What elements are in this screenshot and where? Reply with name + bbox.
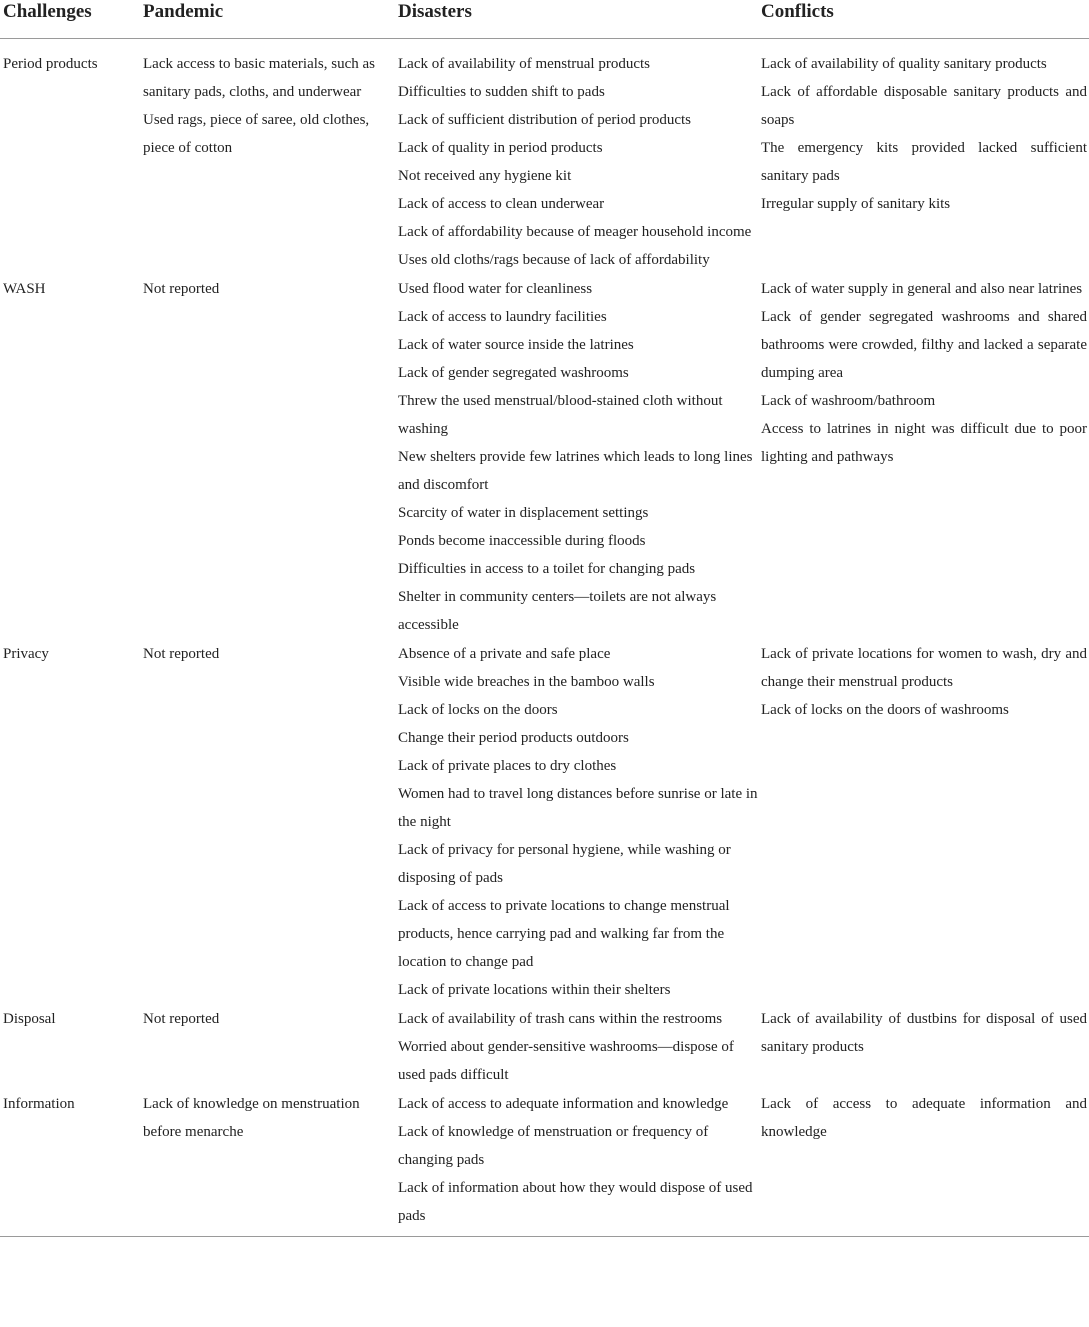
cell-item: Not reported bbox=[143, 646, 220, 662]
cell-item: Difficulties to sudden shift to pads bbox=[398, 84, 605, 100]
cell-item: Absence of a private and safe place bbox=[398, 646, 611, 662]
cell-item: Lack of locks on the doors bbox=[398, 702, 558, 718]
cell-item: Lack of gender segregated washrooms bbox=[398, 365, 629, 381]
pandemic-cell bbox=[140, 1090, 395, 1237]
header-challenges: Challenges bbox=[0, 0, 140, 39]
table-row bbox=[0, 640, 1089, 1005]
cell-item: Lack of private locations within their shelters bbox=[398, 982, 671, 998]
cell-item: Change their period products outdoors bbox=[398, 730, 629, 746]
cell-item: The emergency kits provided lacked sufficient sanitary pads bbox=[761, 140, 1087, 184]
cell-item: Women had to travel long distances before sunrise or late in the night bbox=[398, 786, 758, 830]
challenge-cell: Period products bbox=[3, 56, 98, 72]
cell-item: Not received any hygiene kit bbox=[398, 168, 572, 184]
table-row bbox=[0, 275, 1089, 640]
cell-item: Lack of knowledge of menstruation or frequency of changing pads bbox=[398, 1124, 709, 1168]
table-row bbox=[0, 39, 1089, 276]
cell-item: Lack of sufficient distribution of period products bbox=[398, 112, 691, 128]
disasters-cell bbox=[395, 640, 758, 1005]
conflicts-cell bbox=[758, 640, 1089, 1005]
cell-item: Lack of water supply in general and also near latrines bbox=[761, 281, 1083, 297]
cell-item: Worried about gender-sensitive washrooms—dispose of used pads difficult bbox=[398, 1039, 734, 1083]
cell-item: Lack of locks on the doors of washrooms bbox=[761, 702, 1009, 718]
pandemic-cell bbox=[140, 1005, 395, 1090]
cell-item: Lack of access to clean underwear bbox=[398, 196, 605, 212]
conflicts-cell bbox=[758, 275, 1089, 640]
header-row bbox=[0, 0, 1089, 39]
disasters-cell bbox=[395, 1005, 758, 1090]
cell-item: Lack of access to adequate information and knowledge bbox=[761, 1096, 1087, 1140]
cell-item: Lack of access to laundry facilities bbox=[398, 309, 607, 325]
challenge-cell: Privacy bbox=[3, 646, 49, 662]
pandemic-cell bbox=[140, 275, 395, 640]
cell-item: Used flood water for cleanliness bbox=[398, 281, 593, 297]
cell-item: Not reported bbox=[143, 1011, 220, 1027]
cell-item: Lack of private places to dry clothes bbox=[398, 758, 617, 774]
table-body bbox=[0, 39, 1089, 1237]
cell-item: Lack of availability of dustbins for disposal of used sanitary products bbox=[761, 1011, 1087, 1055]
cell-item: Lack of availability of menstrual products bbox=[398, 56, 651, 72]
header-pandemic: Pandemic bbox=[140, 0, 395, 39]
pandemic-cell bbox=[140, 39, 395, 276]
cell-item: Lack of quality in period products bbox=[398, 140, 603, 156]
cell-item: Lack of knowledge on menstruation before menarche bbox=[143, 1096, 360, 1140]
cell-item: Threw the used menstrual/blood-stained cloth without washing bbox=[398, 393, 723, 437]
cell-item: Lack of gender segregated washrooms and shared bathrooms were crowded, filthy and lacked a separate dumping area bbox=[761, 309, 1087, 381]
challenge-cell: Information bbox=[3, 1096, 75, 1112]
cell-item: Access to latrines in night was difficult due to poor lighting and pathways bbox=[761, 421, 1087, 465]
cell-item: Visible wide breaches in the bamboo walls bbox=[398, 674, 655, 690]
challenge-cell: Disposal bbox=[3, 1011, 56, 1027]
cell-item: Scarcity of water in displacement settings bbox=[398, 505, 649, 521]
conflicts-cell bbox=[758, 1005, 1089, 1090]
cell-item: Lack of access to private locations to change menstrual products, hence carrying pad and walking far from the location to change pad bbox=[398, 898, 730, 970]
conflicts-cell bbox=[758, 39, 1089, 276]
cell-item: Used rags, piece of saree, old clothes, piece of cotton bbox=[143, 112, 370, 156]
challenge-cell: WASH bbox=[3, 281, 46, 297]
conflicts-cell bbox=[758, 1090, 1089, 1237]
cell-item: Ponds become inaccessible during floods bbox=[398, 533, 646, 549]
disasters-cell bbox=[395, 1090, 758, 1237]
table-row bbox=[0, 1090, 1089, 1237]
pandemic-cell bbox=[140, 640, 395, 1005]
cell-item: Lack of privacy for personal hygiene, while washing or disposing of pads bbox=[398, 842, 731, 886]
header-disasters: Disasters bbox=[395, 0, 758, 39]
cell-item: Uses old cloths/rags because of lack of affordability bbox=[398, 252, 710, 268]
cell-item: Lack of availability of quality sanitary products bbox=[761, 56, 1047, 72]
cell-item: Lack of affordability because of meager household income bbox=[398, 224, 752, 240]
cell-item: Lack of washroom/bathroom bbox=[761, 393, 936, 409]
cell-item: Lack of private locations for women to wash, dry and change their menstrual products bbox=[761, 646, 1087, 690]
cell-item: Not reported bbox=[143, 281, 220, 297]
header-conflicts: Conflicts bbox=[758, 0, 1089, 39]
table-row bbox=[0, 1005, 1089, 1090]
cell-item: New shelters provide few latrines which leads to long lines and discomfort bbox=[398, 449, 753, 493]
cell-item: Lack of water source inside the latrines bbox=[398, 337, 634, 353]
cell-item: Lack of information about how they would dispose of used pads bbox=[398, 1180, 753, 1224]
cell-item: Lack access to basic materials, such as sanitary pads, cloths, and underwear bbox=[143, 56, 375, 100]
disasters-cell bbox=[395, 275, 758, 640]
cell-item: Lack of affordable disposable sanitary products and soaps bbox=[761, 84, 1087, 128]
cell-item: Irregular supply of sanitary kits bbox=[761, 196, 951, 212]
cell-item: Difficulties in access to a toilet for changing pads bbox=[398, 561, 696, 577]
cell-item: Shelter in community centers—toilets are not always accessible bbox=[398, 589, 717, 633]
cell-item: Lack of availability of trash cans within the restrooms bbox=[398, 1011, 723, 1027]
disasters-cell bbox=[395, 39, 758, 276]
cell-item: Lack of access to adequate information and knowledge bbox=[398, 1096, 729, 1112]
